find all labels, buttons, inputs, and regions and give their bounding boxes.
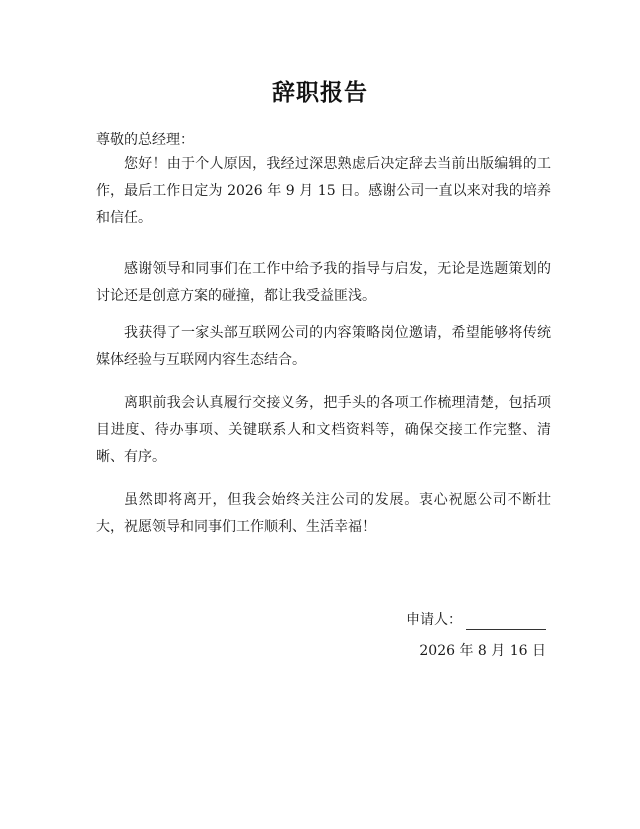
paragraph-handover: 离职前我会认真履行交接义务，把手头的各项工作梳理清楚，包括项目进度、待办事项、关键联系人和文档资料等，确保交接工作完整、清晰、有序。 <box>96 395 551 465</box>
paragraph-closing-wishes: 虽然即将离开，但我会始终关注公司的发展。衷心祝愿公司不断壮大，祝愿领导和同事们工作顺利、生活幸福！ <box>96 492 551 535</box>
paragraph-opening: 您好！由于个人原因，我经过深思熟虑后决定辞去当前出版编辑的工作，最后工作日定为 2026 年 9 月 15 日。感谢公司一直以来对我的培养和信任。 <box>96 156 551 226</box>
letter-date: 2026 年 8 月 16 日 <box>419 643 546 659</box>
signature-blank <box>466 613 546 630</box>
applicant-label: 申请人： <box>406 612 462 628</box>
applicant-signature-line <box>406 610 546 630</box>
paragraph-new-offer: 我获得了一家头部互联网公司的内容策略岗位邀请，希望能够将传统媒体经验与互联网内容生态结合。 <box>96 325 551 368</box>
paragraph-gratitude: 感谢领导和同事们在工作中给予我的指导与启发，无论是选题策划的讨论还是创意方案的碰撞，都让我受益匪浅。 <box>96 261 551 304</box>
document-title: 辞职报告 <box>272 80 368 106</box>
salutation: 尊敬的总经理： <box>96 132 194 148</box>
